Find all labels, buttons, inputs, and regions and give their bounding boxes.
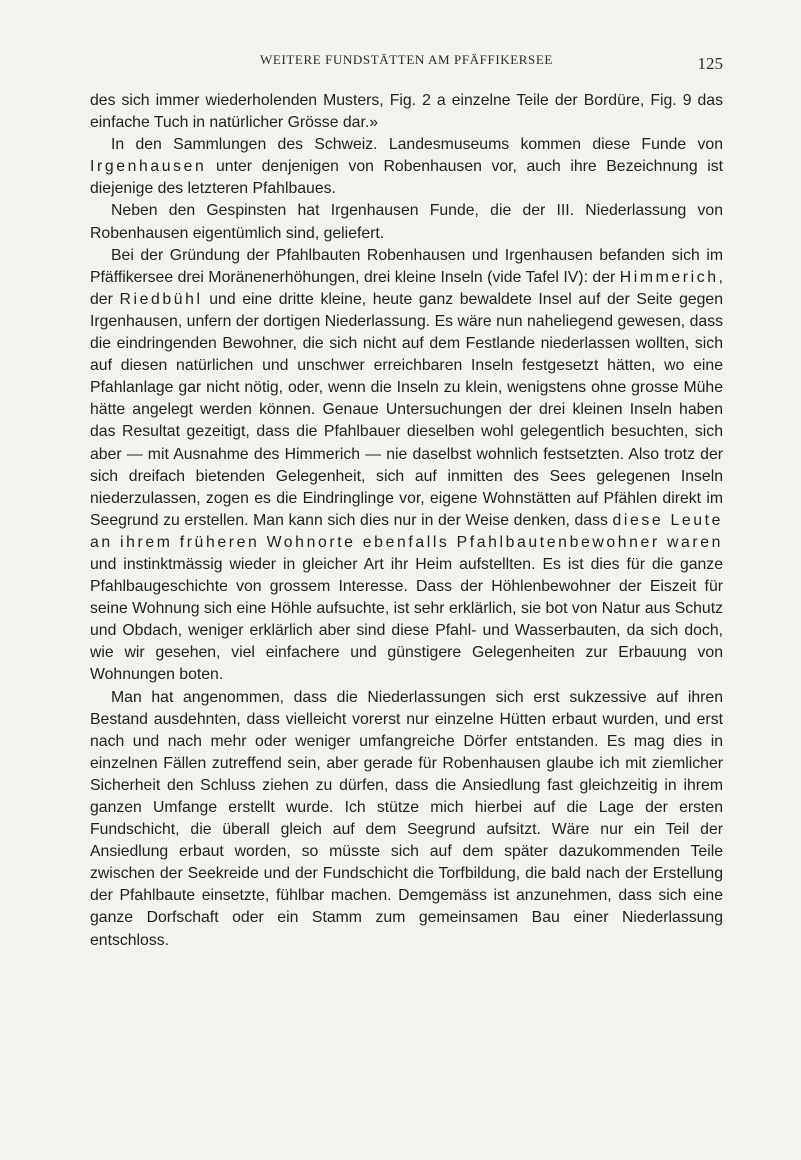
paragraph-3 [90, 200, 723, 244]
text-run: In den Sammlungen des Schweiz. Landesmuseums kommen diese Funde von [111, 136, 723, 154]
spaced-text-run: diese Leute an ihrem früheren Wohnorte ebenfalls Pfahlbautenbewohner waren [90, 511, 723, 551]
spaced-text-run: Irgenhausen [90, 158, 207, 176]
paragraph-4 [90, 245, 723, 687]
text-run: Man hat angenommen, dass die Niederlassungen sich erst sukzessive auf ihren Bestand ausdehnten, dass vielleicht vorerst nur einzelne Hütten erbaut wurden, und erst nach und nach mehr oder weniger umfangreiche Dörfer entstanden. Es mag dies in einzelnen Fällen zutreffend sein, aber gerade für Robenhausen glaube ich mit ziemlicher Sicherheit den Schluss ziehen zu dürfen, dass die Ansiedlung fast gleichzeitig in ihrem ganzen Umfange erstellt wurde. Ich stütze mich hierbei auf die Lage der ersten Fundschicht, die überall gleich auf dem Seegrund aufsitzt. Wäre nur ein Teil der Ansiedlung erbaut worden, so müsste sich auf dem später dazukommenden Teile zwischen der Seekreide und der Fundschicht die Torfbildung, die bald nach der Erstellung der Pfahlbaute einsetzte, fühlbar machen. Demgemäss ist anzunehmen, dass sich eine ganze Dorfschaft oder ein Stamm zum gemeinsamen Bau einer Niederlassung entschloss. [90, 688, 723, 949]
spaced-text-run: Riedbühl [119, 290, 203, 308]
text-run: Bei der Gründung der Pfahlbauten Robenhausen und Irgenhausen befanden sich im Pfäffikersee drei Moränenerhöhungen, drei kleine Inseln (vide Tafel IV): der [90, 246, 723, 286]
text-run: und instinktmässig wieder in gleicher Art ihr Heim aufstellten. Es ist dies für die ganze Pfahlbaugeschichte von grossem Interesse. Dass der Höhlenbewohner der Eiszeit für seine Wohnung sich eine Höhle aufsuchte, ist sehr erklärlich, sie bot von Natur aus Schutz und Obdach, weniger erklärlich aber sind diese Pfahl- und Wasserbauten, da sich doch, wie wir gesehen, viel einfachere und günstigere Gelegenheiten zur Erbauung von Wohnungen boten. [90, 555, 723, 684]
paragraph-5 [90, 687, 723, 952]
page-header [90, 52, 723, 74]
page-number: 125 [697, 54, 723, 73]
text-run: des sich immer wiederholenden Musters, Fig. 2 a einzelne Teile der Bordüre, Fig. 9 das einfache Tuch in natürlicher Grösse dar.» [90, 92, 723, 132]
running-head: WEITERE FUNDSTÄTTEN AM PFÄFFIKERSEE [260, 52, 553, 67]
paragraph-1 [90, 90, 723, 134]
text-run: , der [90, 268, 723, 308]
text-run: unter denjenigen von Robenhausen vor, auch ihre Bezeichnung ist diejenige des letzteren Pfahlbaues. [90, 158, 723, 198]
text-run: Neben den Gespinsten hat Irgenhausen Funde, die der III. Niederlassung von Robenhausen eigentümlich sind, geliefert. [90, 202, 723, 242]
paragraph-2 [90, 134, 723, 200]
text-run: und eine dritte kleine, heute ganz bewaldete Insel auf der Seite gegen Irgenhausen, unfern der dortigen Niederlassung. Es wäre nun naheliegend gewesen, dass die eindringenden Bewohner, die sich nicht auf dem Festlande niederlassen wollten, sich auf diesen natürlichen und unschwer erreichbaren Inseln festgesetzt hätten, wo eine Pfahlanlage gar nicht nötig, oder, wenn die Inseln zu klein, wenigstens ohne grosse Mühe hätte angelegt werden können. Genaue Untersuchungen der drei kleinen Inseln haben das Resultat gezeitigt, dass die Pfahlbauer dieselben wohl gelegentlich besuchten, sich aber — mit Ausnahme des Himmerich — nie daselbst wohnlich festsetzten. Also trotz der sich dreifach bietenden Gelegenheit, sich auf inmitten des Sees gelegenen Inseln niederzulassen, zogen es die Eindringlinge vor, eigene Wohnstätten auf Pfählen direkt im Seegrund zu erstellen. Man kann sich dies nur in der Weise denken, dass [90, 290, 723, 529]
spaced-text-run: Himmerich [619, 268, 719, 286]
body-text [90, 90, 723, 952]
